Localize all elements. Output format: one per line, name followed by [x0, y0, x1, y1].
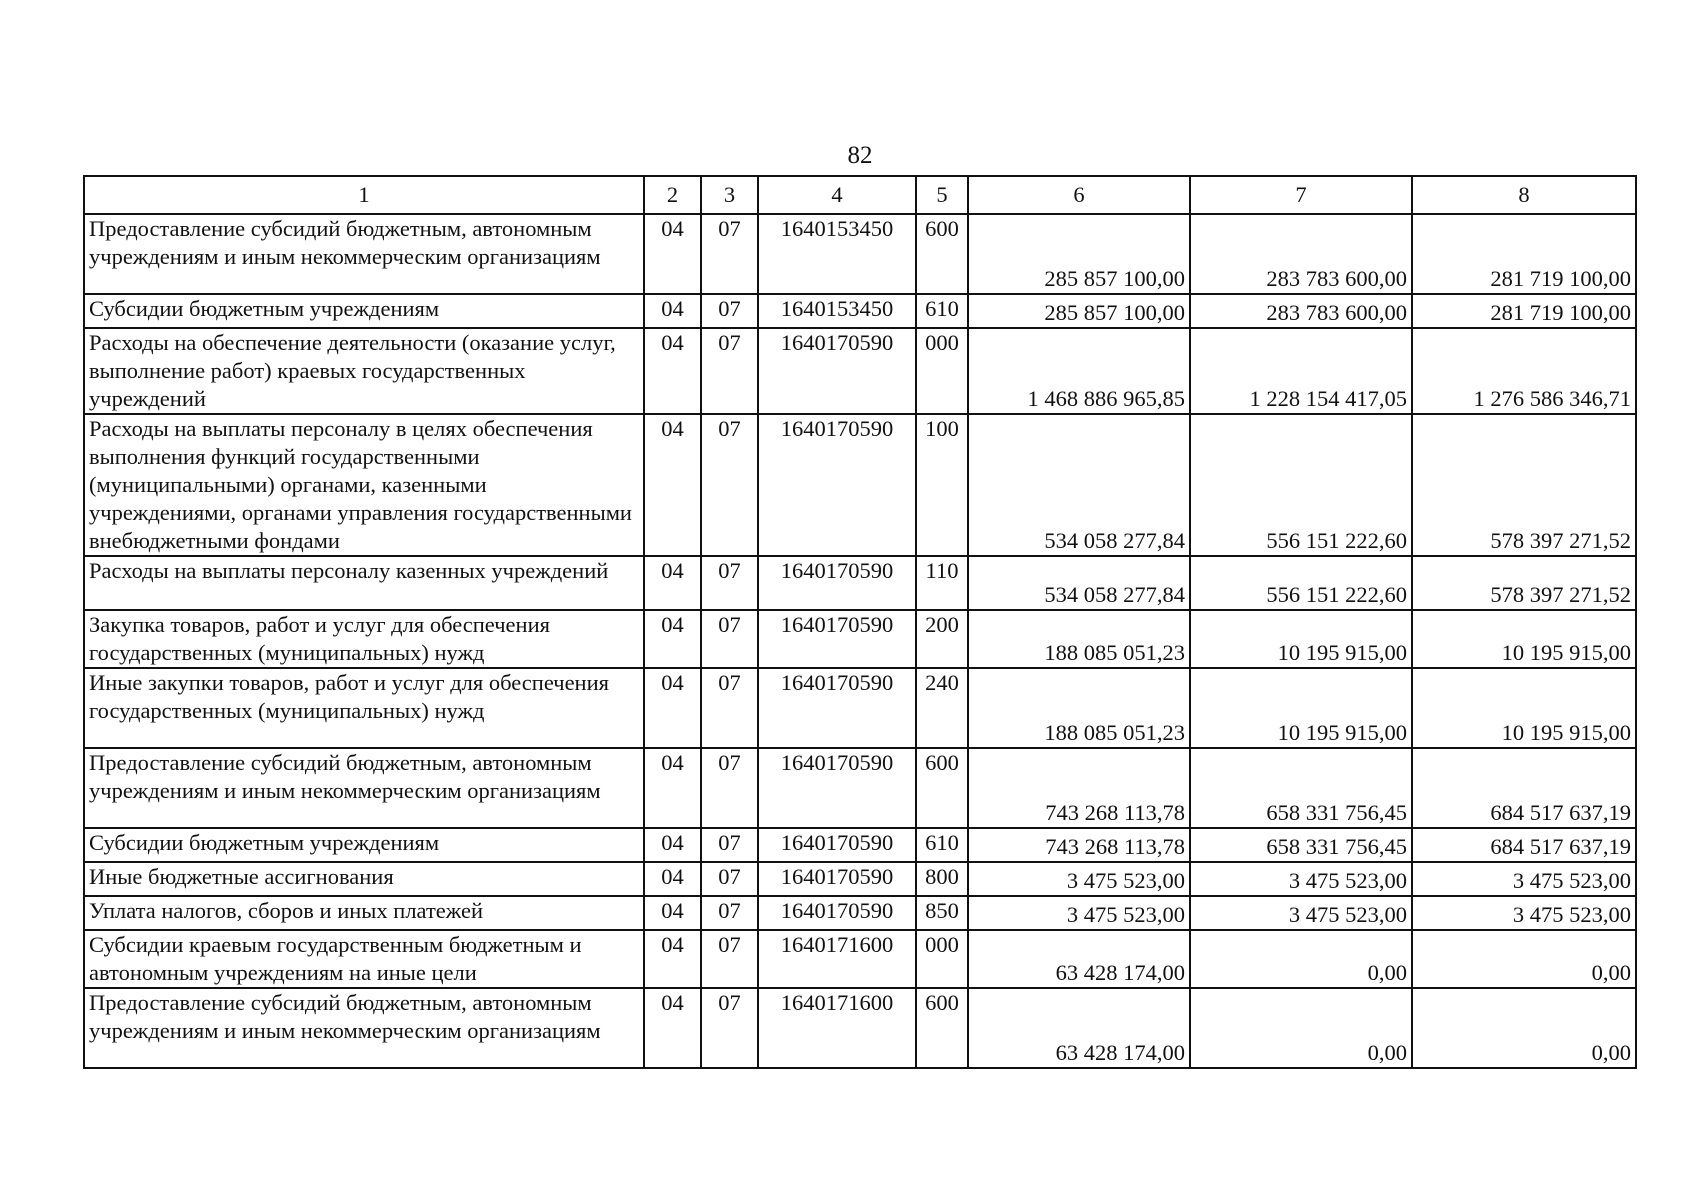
row-name-cell: Предоставление субсидий бюджетным, автономным учреждениям и иным некоммерческим организациям	[84, 214, 644, 294]
amount-col-8-cell: 10 195 915,00	[1412, 610, 1636, 668]
amount-col-8-cell: 281 719 100,00	[1412, 214, 1636, 294]
expense-type-cell: 000	[916, 328, 968, 414]
section-code-cell: 04	[644, 610, 701, 668]
amount-col-6-cell: 63 428 174,00	[968, 988, 1190, 1068]
page-number: 82	[847, 142, 873, 169]
header-col-6: 6	[968, 176, 1190, 214]
amount-col-6-cell: 743 268 113,78	[968, 828, 1190, 862]
amount-col-7-cell: 10 195 915,00	[1190, 668, 1412, 748]
header-row	[84, 176, 1636, 214]
target-article-cell: 1640170590	[758, 328, 916, 414]
subsection-code-cell: 07	[701, 328, 758, 414]
amount-col-7-cell: 658 331 756,45	[1190, 828, 1412, 862]
subsection-code-cell: 07	[701, 414, 758, 556]
amount-col-6-cell: 534 058 277,84	[968, 414, 1190, 556]
expense-type-cell: 800	[916, 862, 968, 896]
amount-col-8-cell: 3 475 523,00	[1412, 862, 1636, 896]
header-col-3: 3	[701, 176, 758, 214]
amount-col-8-cell: 0,00	[1412, 930, 1636, 988]
amount-col-7-cell: 1 228 154 417,05	[1190, 328, 1412, 414]
table-row	[84, 668, 1636, 748]
target-article-cell: 1640170590	[758, 748, 916, 828]
row-name-cell: Расходы на выплаты персоналу в целях обеспечения выполнения функций государственными (муниципальными) органами, казенными учреждениями, органами управления государственными внебюджетными фондами	[84, 414, 644, 556]
section-code-cell: 04	[644, 896, 701, 930]
amount-col-6-cell: 1 468 886 965,85	[968, 328, 1190, 414]
row-name-cell: Уплата налогов, сборов и иных платежей	[84, 896, 644, 930]
amount-col-7-cell: 0,00	[1190, 930, 1412, 988]
amount-col-7-cell: 3 475 523,00	[1190, 896, 1412, 930]
amount-col-6-cell: 3 475 523,00	[968, 862, 1190, 896]
table-row	[84, 896, 1636, 930]
section-code-cell: 04	[644, 414, 701, 556]
subsection-code-cell: 07	[701, 556, 758, 610]
amount-col-7-cell: 283 783 600,00	[1190, 294, 1412, 328]
target-article-cell: 1640153450	[758, 214, 916, 294]
header-col-5: 5	[916, 176, 968, 214]
row-name-cell: Иные бюджетные ассигнования	[84, 862, 644, 896]
amount-col-6-cell: 285 857 100,00	[968, 294, 1190, 328]
target-article-cell: 1640153450	[758, 294, 916, 328]
expense-type-cell: 110	[916, 556, 968, 610]
amount-col-8-cell: 578 397 271,52	[1412, 556, 1636, 610]
target-article-cell: 1640171600	[758, 930, 916, 988]
amount-col-8-cell: 684 517 637,19	[1412, 748, 1636, 828]
expense-type-cell: 600	[916, 214, 968, 294]
amount-col-7-cell: 0,00	[1190, 988, 1412, 1068]
target-article-cell: 1640170590	[758, 556, 916, 610]
subsection-code-cell: 07	[701, 294, 758, 328]
header-col-1: 1	[84, 176, 644, 214]
amount-col-6-cell: 63 428 174,00	[968, 930, 1190, 988]
amount-col-7-cell: 556 151 222,60	[1190, 556, 1412, 610]
table-row	[84, 828, 1636, 862]
expense-type-cell: 610	[916, 294, 968, 328]
amount-col-8-cell: 3 475 523,00	[1412, 896, 1636, 930]
table-body	[84, 214, 1636, 1068]
amount-col-8-cell: 10 195 915,00	[1412, 668, 1636, 748]
subsection-code-cell: 07	[701, 862, 758, 896]
expense-type-cell: 200	[916, 610, 968, 668]
expense-type-cell: 000	[916, 930, 968, 988]
section-code-cell: 04	[644, 748, 701, 828]
amount-col-7-cell: 3 475 523,00	[1190, 862, 1412, 896]
row-name-cell: Предоставление субсидий бюджетным, автономным учреждениям и иным некоммерческим организациям	[84, 748, 644, 828]
table-row	[84, 862, 1636, 896]
row-name-cell: Субсидии бюджетным учреждениям	[84, 828, 644, 862]
subsection-code-cell: 07	[701, 828, 758, 862]
amount-col-7-cell: 556 151 222,60	[1190, 414, 1412, 556]
amount-col-6-cell: 743 268 113,78	[968, 748, 1190, 828]
table-row	[84, 328, 1636, 414]
row-name-cell: Расходы на обеспечение деятельности (оказание услуг, выполнение работ) краевых государственных учреждений	[84, 328, 644, 414]
expense-type-cell: 240	[916, 668, 968, 748]
section-code-cell: 04	[644, 988, 701, 1068]
budget-table	[83, 175, 1637, 1069]
table-row	[84, 930, 1636, 988]
target-article-cell: 1640170590	[758, 610, 916, 668]
table-row	[84, 610, 1636, 668]
target-article-cell: 1640170590	[758, 896, 916, 930]
amount-col-7-cell: 658 331 756,45	[1190, 748, 1412, 828]
table-row	[84, 988, 1636, 1068]
amount-col-8-cell: 1 276 586 346,71	[1412, 328, 1636, 414]
header-col-7: 7	[1190, 176, 1412, 214]
amount-col-6-cell: 188 085 051,23	[968, 610, 1190, 668]
table-header	[84, 176, 1636, 214]
header-col-4: 4	[758, 176, 916, 214]
subsection-code-cell: 07	[701, 748, 758, 828]
expense-type-cell: 100	[916, 414, 968, 556]
target-article-cell: 1640170590	[758, 414, 916, 556]
row-name-cell: Субсидии бюджетным учреждениям	[84, 294, 644, 328]
subsection-code-cell: 07	[701, 214, 758, 294]
row-name-cell: Предоставление субсидий бюджетным, автономным учреждениям и иным некоммерческим организациям	[84, 988, 644, 1068]
subsection-code-cell: 07	[701, 988, 758, 1068]
amount-col-8-cell: 578 397 271,52	[1412, 414, 1636, 556]
amount-col-7-cell: 283 783 600,00	[1190, 214, 1412, 294]
subsection-code-cell: 07	[701, 896, 758, 930]
amount-col-6-cell: 534 058 277,84	[968, 556, 1190, 610]
amount-col-7-cell: 10 195 915,00	[1190, 610, 1412, 668]
header-col-2: 2	[644, 176, 701, 214]
target-article-cell: 1640170590	[758, 828, 916, 862]
subsection-code-cell: 07	[701, 930, 758, 988]
amount-col-6-cell: 3 475 523,00	[968, 896, 1190, 930]
amount-col-6-cell: 188 085 051,23	[968, 668, 1190, 748]
table-row	[84, 748, 1636, 828]
expense-type-cell: 850	[916, 896, 968, 930]
subsection-code-cell: 07	[701, 610, 758, 668]
section-code-cell: 04	[644, 828, 701, 862]
target-article-cell: 1640170590	[758, 862, 916, 896]
target-article-cell: 1640170590	[758, 668, 916, 748]
table-row	[84, 214, 1636, 294]
table-row	[84, 414, 1636, 556]
table-row	[84, 294, 1636, 328]
amount-col-8-cell: 684 517 637,19	[1412, 828, 1636, 862]
amount-col-6-cell: 285 857 100,00	[968, 214, 1190, 294]
section-code-cell: 04	[644, 294, 701, 328]
section-code-cell: 04	[644, 930, 701, 988]
header-col-8: 8	[1412, 176, 1636, 214]
target-article-cell: 1640171600	[758, 988, 916, 1068]
amount-col-8-cell: 281 719 100,00	[1412, 294, 1636, 328]
section-code-cell: 04	[644, 556, 701, 610]
expense-type-cell: 600	[916, 988, 968, 1068]
table-row	[84, 556, 1636, 610]
row-name-cell: Расходы на выплаты персоналу казенных учреждений	[84, 556, 644, 610]
amount-col-8-cell: 0,00	[1412, 988, 1636, 1068]
subsection-code-cell: 07	[701, 668, 758, 748]
section-code-cell: 04	[644, 214, 701, 294]
row-name-cell: Иные закупки товаров, работ и услуг для обеспечения государственных (муниципальных) нужд	[84, 668, 644, 748]
expense-type-cell: 600	[916, 748, 968, 828]
row-name-cell: Субсидии краевым государственным бюджетным и автономным учреждениям на иные цели	[84, 930, 644, 988]
expense-type-cell: 610	[916, 828, 968, 862]
section-code-cell: 04	[644, 668, 701, 748]
section-code-cell: 04	[644, 862, 701, 896]
section-code-cell: 04	[644, 328, 701, 414]
row-name-cell: Закупка товаров, работ и услуг для обеспечения государственных (муниципальных) нужд	[84, 610, 644, 668]
